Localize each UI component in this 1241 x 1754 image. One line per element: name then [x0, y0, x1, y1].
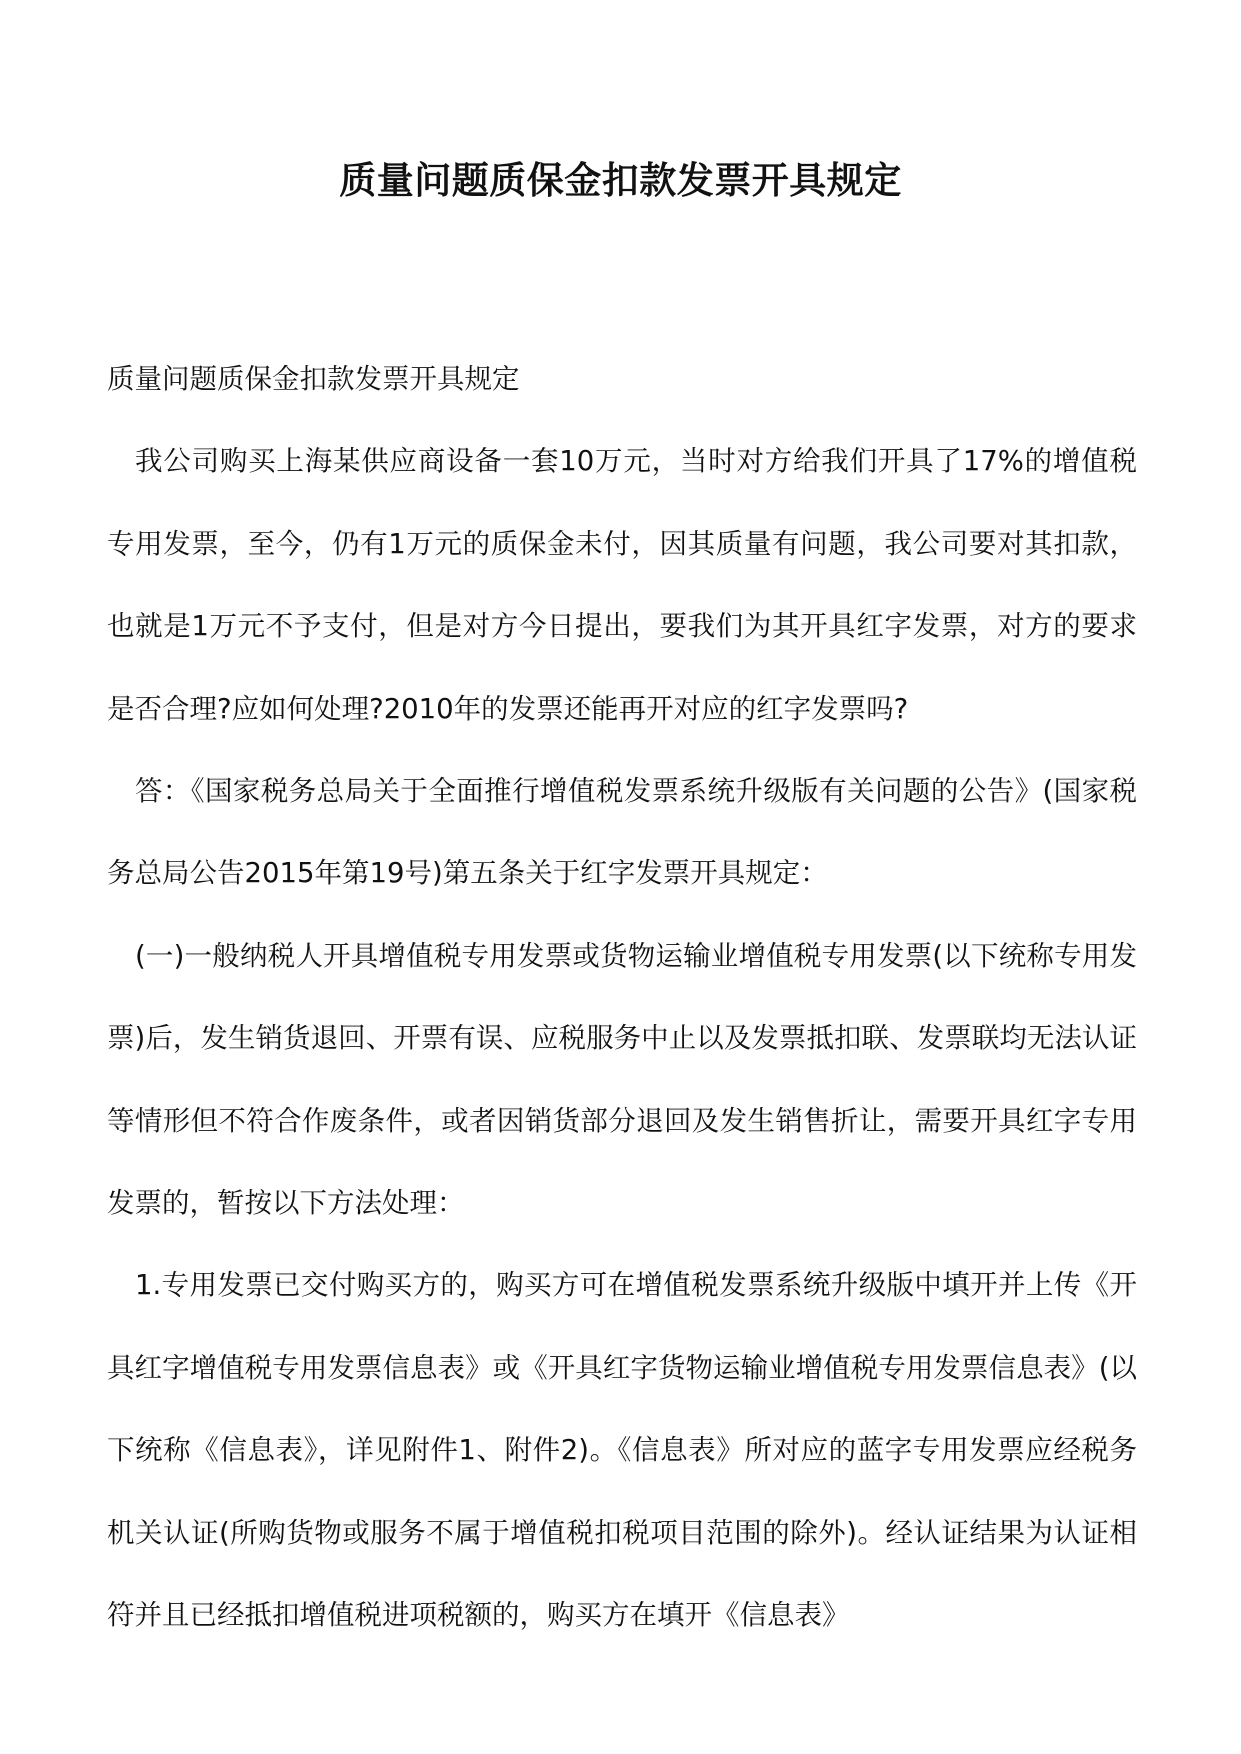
- document-body: [107, 338, 1137, 1657]
- document-title: 质量问题质保金扣款发票开具规定: [339, 158, 902, 202]
- paragraph-item-one: 1.专用发票已交付购买方的，购买方可在增值税发票系统升级版中填开并上传《开具红字增值税专用发票信息表》或《开具红字货物运输业增值税专用发票信息表》(以下统称《信息表》，详见附件1、附件2)。《信息表》所对应的蓝字专用发票应经税务机关认证(所购货物或服务不属于增值税扣税项目范围的除外)。经认证结果为认证相符并且已经抵扣增值税进项税额的，购买方在填开《信息表》: [107, 1269, 1137, 1632]
- paragraph-answer: 答：《国家税务总局关于全面推行增值税发票系统升级版有关问题的公告》(国家税务总局公告2015年第19号)第五条关于红字发票开具规定：: [107, 775, 1137, 890]
- paragraph-clause-one: (一)一般纳税人开具增值税专用发票或货物运输业增值税专用发票(以下统称专用发票)后，发生销货退回、开票有误、应税服务中止以及发票抵扣联、发票联均无法认证等情形但不符合作废条件，或者因销货部分退回及发生销售折让，需要开具红字专用发票的，暂按以下方法处理：: [107, 939, 1137, 1220]
- paragraph-heading: 质量问题质保金扣款发票开具规定: [107, 363, 520, 395]
- paragraph-question: 我公司购买上海某供应商设备一套10万元，当时对方给我们开具了17%的增值税专用发票，至今，仍有1万元的质保金未付，因其质量有问题，我公司要对其扣款，也就是1万元不予支付，但是对方今日提出，要我们为其开具红字发票，对方的要求是否合理?应如何处理?2010年的发票还能再开对应的红字发票吗?: [107, 445, 1137, 725]
